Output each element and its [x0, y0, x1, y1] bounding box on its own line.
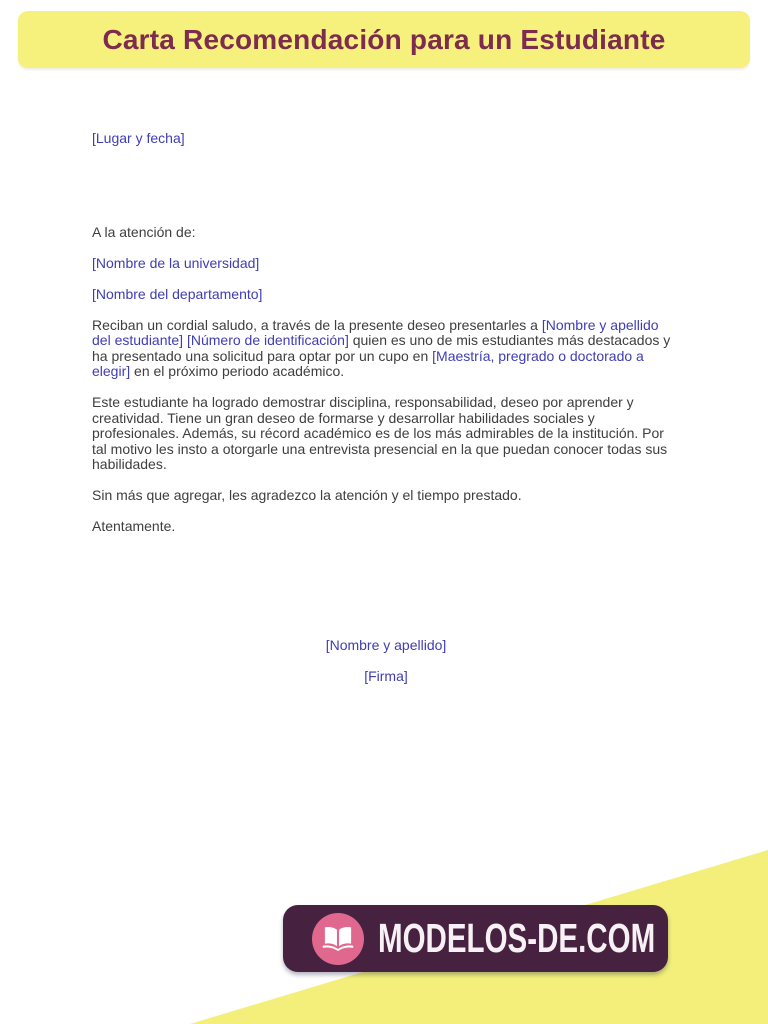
university-placeholder: [Nombre de la universidad]: [92, 254, 260, 271]
signature-placeholder: [Firma]: [364, 667, 408, 684]
paragraph-qualities: Este estudiante ha logrado demostrar disciplina, responsabilidad, deseo por aprender y creatividad. Tiene un gran deseo de formarse y desarrollar habilidades sociales y profesionales. Además, su récord académico es de los más admirables de la institución. Por tal motivo les insto a otorgarle una entrevista presencial en la que puedan conocer todas sus habilidades.: [92, 394, 668, 472]
title-banner: [18, 11, 750, 68]
page-title: Carta Recomendación para un Estudiante: [102, 23, 666, 55]
brand-badge: [283, 905, 668, 972]
letter-body: [92, 131, 680, 700]
date-placeholder: [Lugar y fecha]: [92, 130, 185, 146]
closing-line: Sin más que agregar, les agradezco la atención y el tiempo prestado.: [92, 487, 522, 503]
brand-name: MODELOS-DE.COM: [378, 915, 656, 961]
department-placeholder: [Nombre del departamento]: [92, 285, 263, 302]
id-number-placeholder: [Número de identificación]: [186, 332, 349, 348]
attention-line: A la atención de:: [92, 223, 196, 240]
text-segment: quien es uno de mis estudiantes más destacados y ha presentado una solicitud para optar por un cupo en: [92, 332, 671, 364]
farewell-line: Atentamente.: [92, 518, 176, 534]
signature-block: [92, 638, 680, 685]
paragraph-introduction: [92, 318, 680, 380]
text-segment: Reciban un cordial saludo, a través de la presente deseo presentarles a: [92, 316, 542, 333]
text-segment: en el próximo periodo académico.: [130, 363, 345, 379]
student-name-placeholder: [Nombre y apellido del estudiante]: [92, 316, 659, 348]
program-placeholder: [Maestría, pregrado o doctorado a elegir]: [92, 347, 644, 379]
signature-name-placeholder: [Nombre y apellido]: [325, 636, 447, 653]
open-book-icon: [312, 913, 364, 965]
